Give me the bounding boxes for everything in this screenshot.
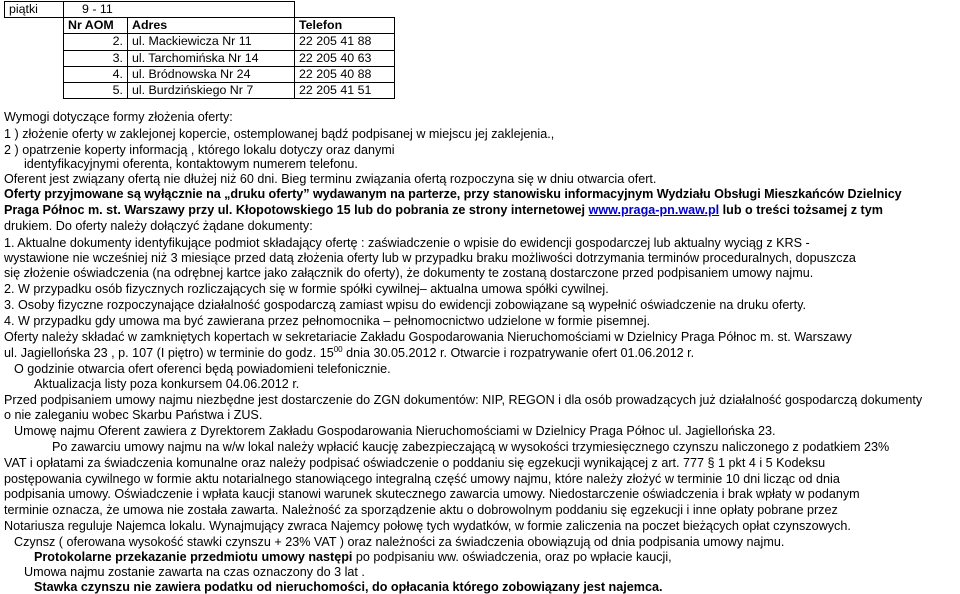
pre-contract-docs: Przed podpisaniem umowy najmu niezbędne jest dostarczenie do ZGN dokumentów: NIP, REGON i dla osób prowadzących już działalność gospodarczą dokumenty	[4, 393, 923, 407]
nr-cell: 3.	[64, 50, 128, 66]
document-item-1: 1. Aktualne dokumenty identyfikujące podmiot składający ofertę : zaświadczenie o wpisie do ewidencji gospodarczej lub aktualny wyciąg z KRS -	[4, 236, 810, 250]
requirements-heading: Wymogi dotyczące formy złożenia oferty:	[4, 110, 233, 124]
handover-text: Protokolarne przekazanie przedmiotu umowy następi po podpisaniu ww. oświadczenia, oraz po wpłacie kaucji,	[34, 550, 672, 564]
documents-intro: drukiem. Do oferty należy dołączyć żądane dokumenty:	[4, 219, 313, 233]
deposit-text-cont3: podpisania umowy. Oświadczenie i wpłata kaucji stanowi warunek skutecznego zawarcia umowy. Niedostarczenie oświadczenia i brak wpłaty w podanym	[4, 487, 860, 501]
nr-cell: 4.	[64, 66, 128, 82]
address-cell: ul. Burdzińskiego Nr 7	[128, 83, 295, 99]
deposit-text-cont4: terminie oznacza, że umowa nie została zawarta. Należność za sporządzenie aktu o dobrowolnym poddaniu się egzekucji i inne opłaty pobrane przez	[4, 503, 838, 517]
requirement-item-1: 1 ) złożenie oferty w zaklejonej kopercie, ostemplowanej bądź podpisanej w miejscu jej zaklejenia.,	[4, 127, 555, 141]
hours-cell: 9 - 11	[64, 2, 295, 18]
nr-cell: 5.	[64, 83, 128, 99]
phone-cell: 22 205 40 88	[295, 66, 395, 82]
submission-text: Oferty należy składać w zamkniętych kopertach w sekretariacie Zakładu Gospodarowania Nieruchomościami w Dzielnicy Praga Północ m. st. Warszawy	[4, 330, 852, 344]
list-update-text: Aktualizacja listy poza konkursem 04.06.2012 r.	[34, 377, 300, 391]
table-row	[5, 50, 395, 66]
requirement-item-2-cont: identyfikacyjnymi oferenta, kontaktowym numerem telefonu.	[24, 157, 358, 171]
deposit-text: Po zawarciu umowy najmu na w/w lokal należy wpłacić kaucję zabezpieczającą w wysokości trzymiesięcznego czynszu naliczonego z podatkiem 23%	[52, 440, 890, 454]
empty-cell	[5, 18, 64, 34]
column-header-phone: Telefon	[295, 18, 395, 34]
deposit-text-cont: VAT i opłatami za świadczenia komunalne oraz należy podpisać oświadczenie o poddaniu się egzekucji wynikającej z art. 777 § 1 pkt 4 i 5 Kodeksu	[4, 456, 826, 470]
office-schedule-table	[4, 1, 395, 99]
table-row	[5, 83, 395, 99]
column-header-address: Adres	[128, 18, 295, 34]
table-row	[5, 34, 395, 50]
table-row	[5, 2, 395, 18]
address-cell: ul. Bródnowska Nr 24	[128, 66, 295, 82]
phone-cell: 22 205 40 63	[295, 50, 395, 66]
property-tax-note: Stawka czynszu nie zawiera podatku od nieruchomości, do opłacania którego zobowiązany jest najemca.	[34, 580, 663, 594]
column-header-nr: Nr AOM	[64, 18, 128, 34]
offer-form-notice: Oferty przyjmowane są wyłącznie na „druku oferty” wydawanym na parterze, przy stanowisku informacyjnym Wydziału Obsługi Mieszkańców Dzielnicy	[4, 187, 902, 201]
document-item-3: 3. Osoby fizyczne rozpoczynające działalność gospodarczą zamiast wpisu do ewidencji zobowiązane są wypełnić oświadczenie na druku oferty.	[4, 298, 806, 312]
document-item-1-cont2: się złożenie oświadczenia (na odrębnej kartce jako załącznik do oferty), że dokumenty te zostaną dostarczone przed podpisaniem umowy najmu.	[4, 266, 814, 280]
phone-cell: 22 205 41 88	[295, 34, 395, 50]
pre-contract-docs-cont: o nie zaleganiu wobec Skarbu Państwa i ZUS.	[4, 408, 263, 422]
contract-party-text: Umowę najmu Oferent zawiera z Dyrektorem Zakładu Gospodarowania Nieruchomościami w Dzielnicy Praga Północ ul. Jagiellońska 23.	[14, 424, 776, 438]
document-item-4: 4. W przypadku gdy umowa ma być zawierana przez pełnomocnika – pełnomocnictwo udzielone w formie pisemnej.	[4, 314, 651, 328]
submission-deadline: ul. Jagiellońska 23 , p. 107 (I piętro) w terminie do godz. $15^{00}$ dnia 30.05.2012 r. Otwarcie i rozpatrywanie ofert 01.06.2012 r.	[4, 344, 695, 360]
document-item-1-cont: wystawione nie wcześniej niż 3 miesiące przed datą złożenia oferty lub w przypadku braku możliwości dotrzymania terminów proceduralnych, dopuszcza	[4, 251, 856, 265]
address-cell: ul. Tarchomińska Nr 14	[128, 50, 295, 66]
deposit-text-cont2: postępowania cywilnego w formie aktu notarialnego stanowiącego integralną część umowy najmu, które należy złożyć w terminie 10 dni licząc od dnia	[4, 472, 840, 486]
table-row	[5, 66, 395, 82]
document-item-2: 2. W przypadku osób fizycznych rozliczających się w formie spółki cywilnej– aktualna umowa spółki cywilnej.	[4, 282, 609, 296]
deposit-text-cont5: Notariusza reguluje Najemca lokalu. Wynajmujący zwraca Najemcy połowę tych wydatków, w formie zaliczenia na poczet bieżących opłat czynszowych.	[4, 519, 851, 533]
rent-text: Czynsz ( oferowana wysokość stawki czynszu + 23% VAT ) oraz należności za świadczenia obowiązują od dnia podpisania umowy najmu.	[14, 535, 785, 549]
notification-text: O godzinie otwarcia ofert oferenci będą powiadomieni telefonicznie.	[14, 362, 391, 376]
day-cell: piątki	[5, 2, 64, 18]
binding-period-text: Oferent jest związany ofertą nie dłużej niż 60 dni. Bieg terminu związania ofertą rozpoczyna się w dniu otwarcia ofert.	[4, 172, 657, 186]
empty-cell	[295, 2, 395, 18]
offer-form-notice-cont: Praga Północ m. st. Warszawy przy ul. Kłopotowskiego 15 lub do pobrania ze strony internetowej www.praga-pn.waw.pl lub o treści tożsamej z tym	[4, 203, 883, 217]
address-cell: ul. Mackiewicza Nr 11	[128, 34, 295, 50]
phone-cell: 22 205 41 51	[295, 83, 395, 99]
requirement-item-2: 2 ) opatrzenie koperty informacją , którego lokalu dotyczy oraz danymi	[4, 143, 395, 157]
contract-term-text: Umowa najmu zostanie zawarta na czas oznaczony do 3 lat .	[24, 565, 365, 579]
table-header-row	[5, 18, 395, 34]
website-link[interactable]: www.praga-pn.waw.pl	[588, 203, 720, 217]
nr-cell: 2.	[64, 34, 128, 50]
